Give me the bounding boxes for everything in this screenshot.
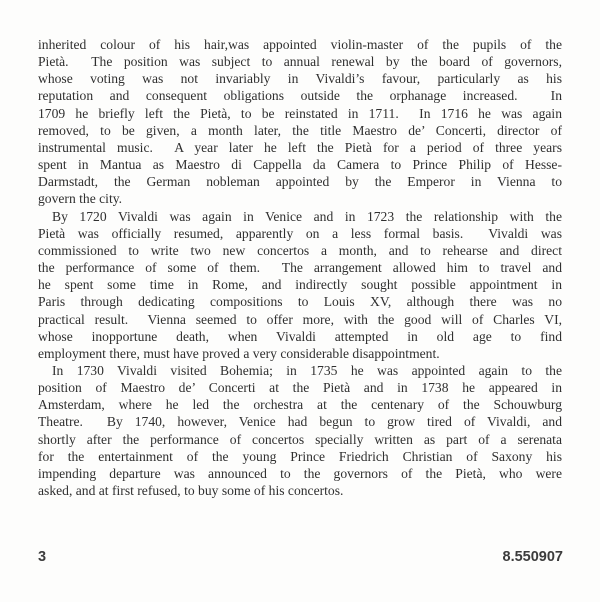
text-line: govern the city. [38,191,123,207]
paragraph-2 [38,208,562,362]
text-line: spent in Mantua as Maestro di Cappella da Camera to Prince Philip of Hesse- [38,157,562,173]
text-line: shortly after the performance of concertos specially written as part of a serenata [38,431,562,447]
text-line: 1709 he briefly left the Pietà, to be reinstated in 1711. In 1716 he was again [38,105,562,121]
text-line: Paris through dedicating compositions to Louis XV, although there was no [38,294,562,310]
text-line: removed, to be given, a month later, the title Maestro de’ Concerti, director of [38,122,562,138]
paragraph-1 [38,36,562,208]
paragraph-3 [38,362,562,499]
text-line: By 1720 Vivaldi was again in Venice and in 1723 the relationship with the [52,208,562,224]
text-line: reputation and consequent obligations outside the orphanage increased. In [38,88,562,104]
text-line: Amsterdam, where he led the orchestra at the centenary of the Schouwburg [38,397,562,413]
text-line: In 1730 Vivaldi visited Bohemia; in 1735 he was appointed again to the [52,362,562,378]
text-line: asked, and at first refused, to buy some of his concertos. [38,483,344,499]
text-line: impending departure was announced to the governors of the Pietà, who were [38,465,562,481]
text-line: whose inopportune death, when Vivaldi attempted in old age to find [38,328,562,344]
catalog-number: 8.550907 [502,549,563,565]
text-line: position of Maestro de’ Concerti at the Pietà and in 1738 he appeared in [38,380,562,396]
text-line: practical result. Vienna seemed to offer more, with the good will of Charles VI, [38,311,562,327]
text-line: Theatre. By 1740, however, Venice had begun to grow tired of Vivaldi, and [38,414,562,430]
text-line: commissioned to write two new concertos a month, and to rehearse and direct [38,242,562,258]
text-line: he spent some time in Rome, and indirectly sought possible appointment in [38,277,562,293]
body-text [38,36,562,499]
page-number: 3 [38,549,47,565]
text-line: Pietà. The position was subject to annual renewal by the board of governors, [38,54,562,70]
text-line: instrumental music. A year later he left the Pietà for a period of three years [38,139,562,155]
text-line: inherited colour of his hair,was appointed violin-master of the pupils of the [38,37,562,52]
text-line: for the entertainment of the young Prince Friedrich Christian of Saxony his [38,448,562,464]
text-line: Pietà was officially resumed, apparently on a less formal basis. Vivaldi was [38,225,562,241]
page-footer [38,549,563,565]
text-line: whose voting was not invariably in Vivaldi’s favour, particularly as his [38,71,562,87]
text-line: Darmstadt, the German nobleman appointed by the Emperor in Vienna to [38,174,562,190]
text-line: the performance of some of them. The arrangement allowed him to travel and [38,260,562,276]
text-line: employment there, must have proved a very considerable disappointment. [38,345,440,361]
